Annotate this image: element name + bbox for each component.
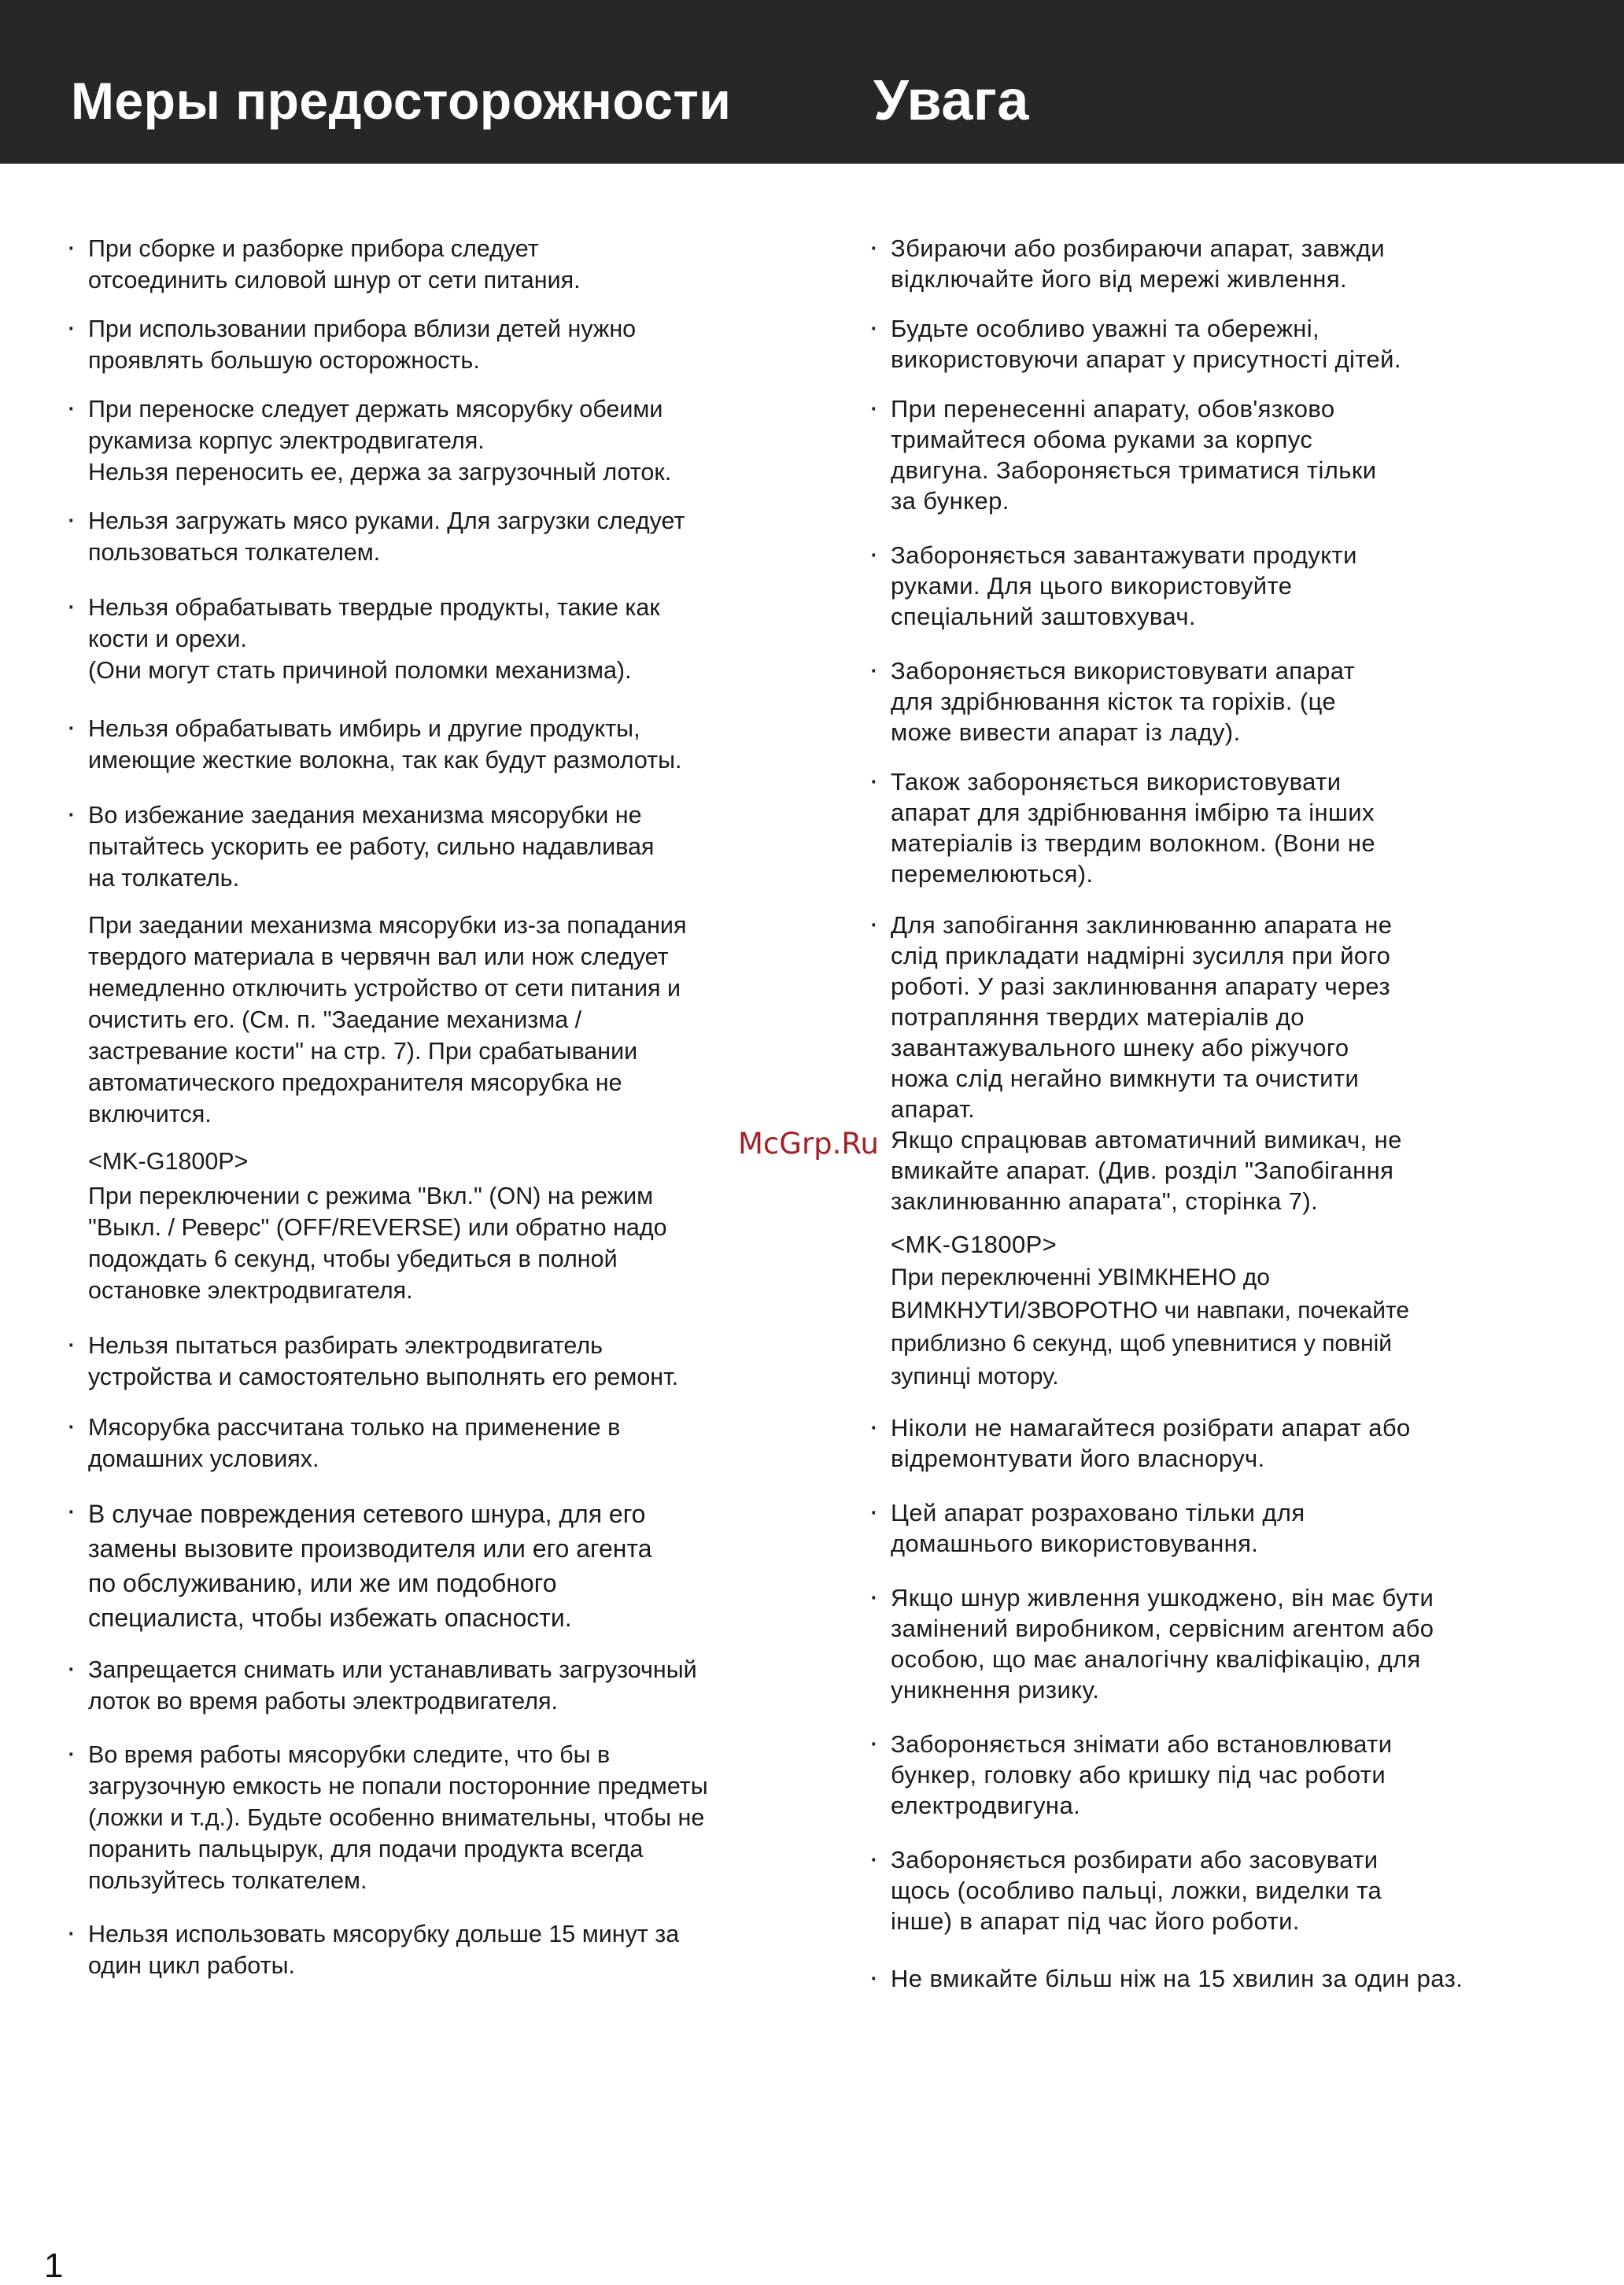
list-item: [869, 1582, 1593, 1705]
header-bar: [0, 0, 1624, 164]
list-item: [66, 1739, 821, 1896]
list-item: [869, 1729, 1593, 1821]
model-label: <MK-G1800P>: [88, 1148, 249, 1175]
list-item: [869, 1844, 1593, 1936]
list-item-text: · Забороняється завантажувати продукти руками. Для цього використовуйте спеціальний заштовхувач.: [891, 541, 1357, 630]
model-note: [66, 1180, 821, 1306]
list-item-text: · Нельзя обрабатывать твердые продукты, такие как кости и орехи. (Они могут стать причиной поломки механизма).: [88, 594, 660, 684]
list-item: [66, 713, 821, 776]
model-note-text: При переключении с режима "Вкл." (ON) на режим "Выкл. / Реверс" (OFF/REVERSE) или обратно надо подождать 6 секунд, чтобы убедиться в полной остановке электродвигателя.: [88, 1183, 667, 1304]
list-item: [869, 313, 1593, 375]
model-heading: [869, 1229, 1593, 1260]
column-russian: [66, 233, 821, 1981]
list-item: [869, 655, 1593, 748]
list-item-text: · Не вмикайте більш ніж на 15 хвилин за один раз.: [891, 1965, 1463, 1992]
list-item: [66, 1412, 821, 1475]
list-item-text: · Нельзя загружать мясо руками. Для загрузки следует пользоваться толкателем.: [88, 508, 685, 566]
model-note: [869, 1261, 1593, 1394]
list-item: [66, 505, 821, 568]
list-item: [869, 910, 1593, 1216]
watermark-text: McGrp.Ru: [738, 1127, 879, 1161]
list-item: [66, 1918, 821, 1981]
list-item-text: · Якщо шнур живлення ушкоджено, він має бути замінений виробником, сервісним агентом або особою, що має аналогічну кваліфікацію, для уникнення ризику.: [891, 1584, 1434, 1704]
page-number: 1: [44, 2246, 64, 2285]
list-item: [66, 799, 821, 894]
column-ukrainian: [869, 233, 1593, 1994]
list-item: [66, 1330, 821, 1393]
list-item-text: · При использовании прибора вблизи детей нужно проявлять большую осторожность.: [88, 316, 637, 374]
list-item-text: · При сборке и разборке прибора следует отсоединить силовой шнур от сети питания.: [88, 235, 581, 293]
list-item-text: · Мясорубка рассчитана только на применение в домашних условиях.: [88, 1414, 621, 1472]
jam-note-text: При заедании механизма мясорубки из-за попадания твердого материала в червячн вал или нож следует немедленно отключить устройство от сети питания и очистить его. (См. п. "Заедание механизма / застревание кости" на стр. 7). При срабатывании автоматического предохранителя мясорубка не включится.: [88, 912, 687, 1128]
list-item: [869, 233, 1593, 294]
list-item-text: · Забороняється використовувати апарат для здрібнювання кісток та горіхів. (це може вивести апарат із ладу).: [891, 657, 1356, 746]
list-item: [869, 766, 1593, 889]
list-item-text: · В случае повреждения сетевого шнура, для его замены вызовите производителя или его агента по обслуживанию, или же им подобного специалиста, чтобы избежать опасности.: [88, 1500, 652, 1632]
list-item-text: · Во избежание заедания механизма мясорубки не пытайтесь ускорить ее работу, сильно надавливая на толкатель.: [88, 802, 655, 891]
model-note-text: При переключенні УВІМКНЕНО до ВИМКНУТИ/ЗВОРОТНО чи навпаки, почекайте приблизно 6 секунд, щоб упевнитися у повній зупинці мотору.: [891, 1264, 1410, 1390]
jam-note: [66, 910, 821, 1130]
list-item-text: · Запрещается снимать или устанавливать загрузочный лоток во время работы электродвигателя.: [88, 1656, 697, 1715]
list-item-text: · Цей апарат розраховано тільки для домашнього використовування.: [891, 1499, 1305, 1557]
list-item-text: · Забороняється знімати або встановлювати бункер, головку або кришку під час роботи електродвигуна.: [891, 1730, 1393, 1819]
list-item: [66, 1497, 821, 1635]
page-title-ru: Меры предосторожности: [71, 72, 732, 130]
list-item-text: · Нельзя пытаться разбирать электродвигатель устройства и самостоятельно выполнять его ремонт.: [88, 1332, 679, 1390]
list-item: [869, 1963, 1593, 1994]
list-item-text: · Збираючи або розбираючи апарат, завжди відключайте його від мережі живлення.: [891, 234, 1385, 293]
list-item-text: · Також забороняється використовувати апарат для здрібнювання імбірю та інших матеріалів із твердим волокном. (Вони не перемелюються).: [891, 768, 1375, 888]
list-item-text: · Забороняється розбирати або засовувати щось (особливо пальці, ложки, виделки та інше) в апарат під час його роботи.: [891, 1846, 1382, 1935]
list-item-text: · Будьте особливо уважні та обережні, використовуючи апарат у присутності дітей.: [891, 315, 1401, 373]
list-item-text: · При перенесенні апарату, обов'язково тримайтеся обома руками за корпус двигуна. Забороняється триматися тільки за бункер.: [891, 395, 1377, 515]
list-item-text: · Ніколи не намагайтеся розібрати апарат або відремонтувати його власноруч.: [891, 1414, 1411, 1472]
list-item-text: · Во время работы мясорубки следите, что бы в загрузочную емкость не попали посторонние предметы (ложки и т.д.). Будьте особенно внимательны, чтобы не поранить пальцырук, для подачи продукта всегда пользуйтесь толкателем.: [88, 1741, 708, 1894]
list-item-text: · При переноске следует держать мясорубку обеими рукамиза корпус электродвигателя. Нельзя переносить ее, держа за загрузочный лоток.: [88, 396, 672, 485]
list-item: [66, 1654, 821, 1717]
list-item: [869, 393, 1593, 516]
list-item: [66, 592, 821, 686]
page-title-ua: Увага: [873, 69, 1029, 132]
list-item: [66, 233, 821, 296]
list-item-text: · Для запобігання заклинюванню апарата не слід прикладати надмірні зусилля при його роботі. У разі заклинювання апарату через потрапляння твердих матеріалів до завантажувального шнеку або ріжучого ножа слід негайно вимкнути та очистити апарат. Якщо спрацював автоматичний вимикач, не вмикайте апарат. (Див. розділ "Запобігання заклинюванню апарата", сторінка 7).: [891, 911, 1402, 1215]
list-item: [66, 313, 821, 376]
list-item: [869, 1497, 1593, 1559]
list-item: [66, 393, 821, 488]
list-item-text: · Нельзя использовать мясорубку дольше 15 минут за один цикл работы.: [88, 1921, 680, 1979]
model-heading: [66, 1146, 821, 1177]
list-item-text: · Нельзя обрабатывать имбирь и другие продукты, имеющие жесткие волокна, так как будут размолоты.: [88, 715, 682, 773]
model-label: <MK-G1800P>: [891, 1231, 1057, 1258]
list-item: [869, 1412, 1593, 1474]
list-item: [869, 540, 1593, 632]
